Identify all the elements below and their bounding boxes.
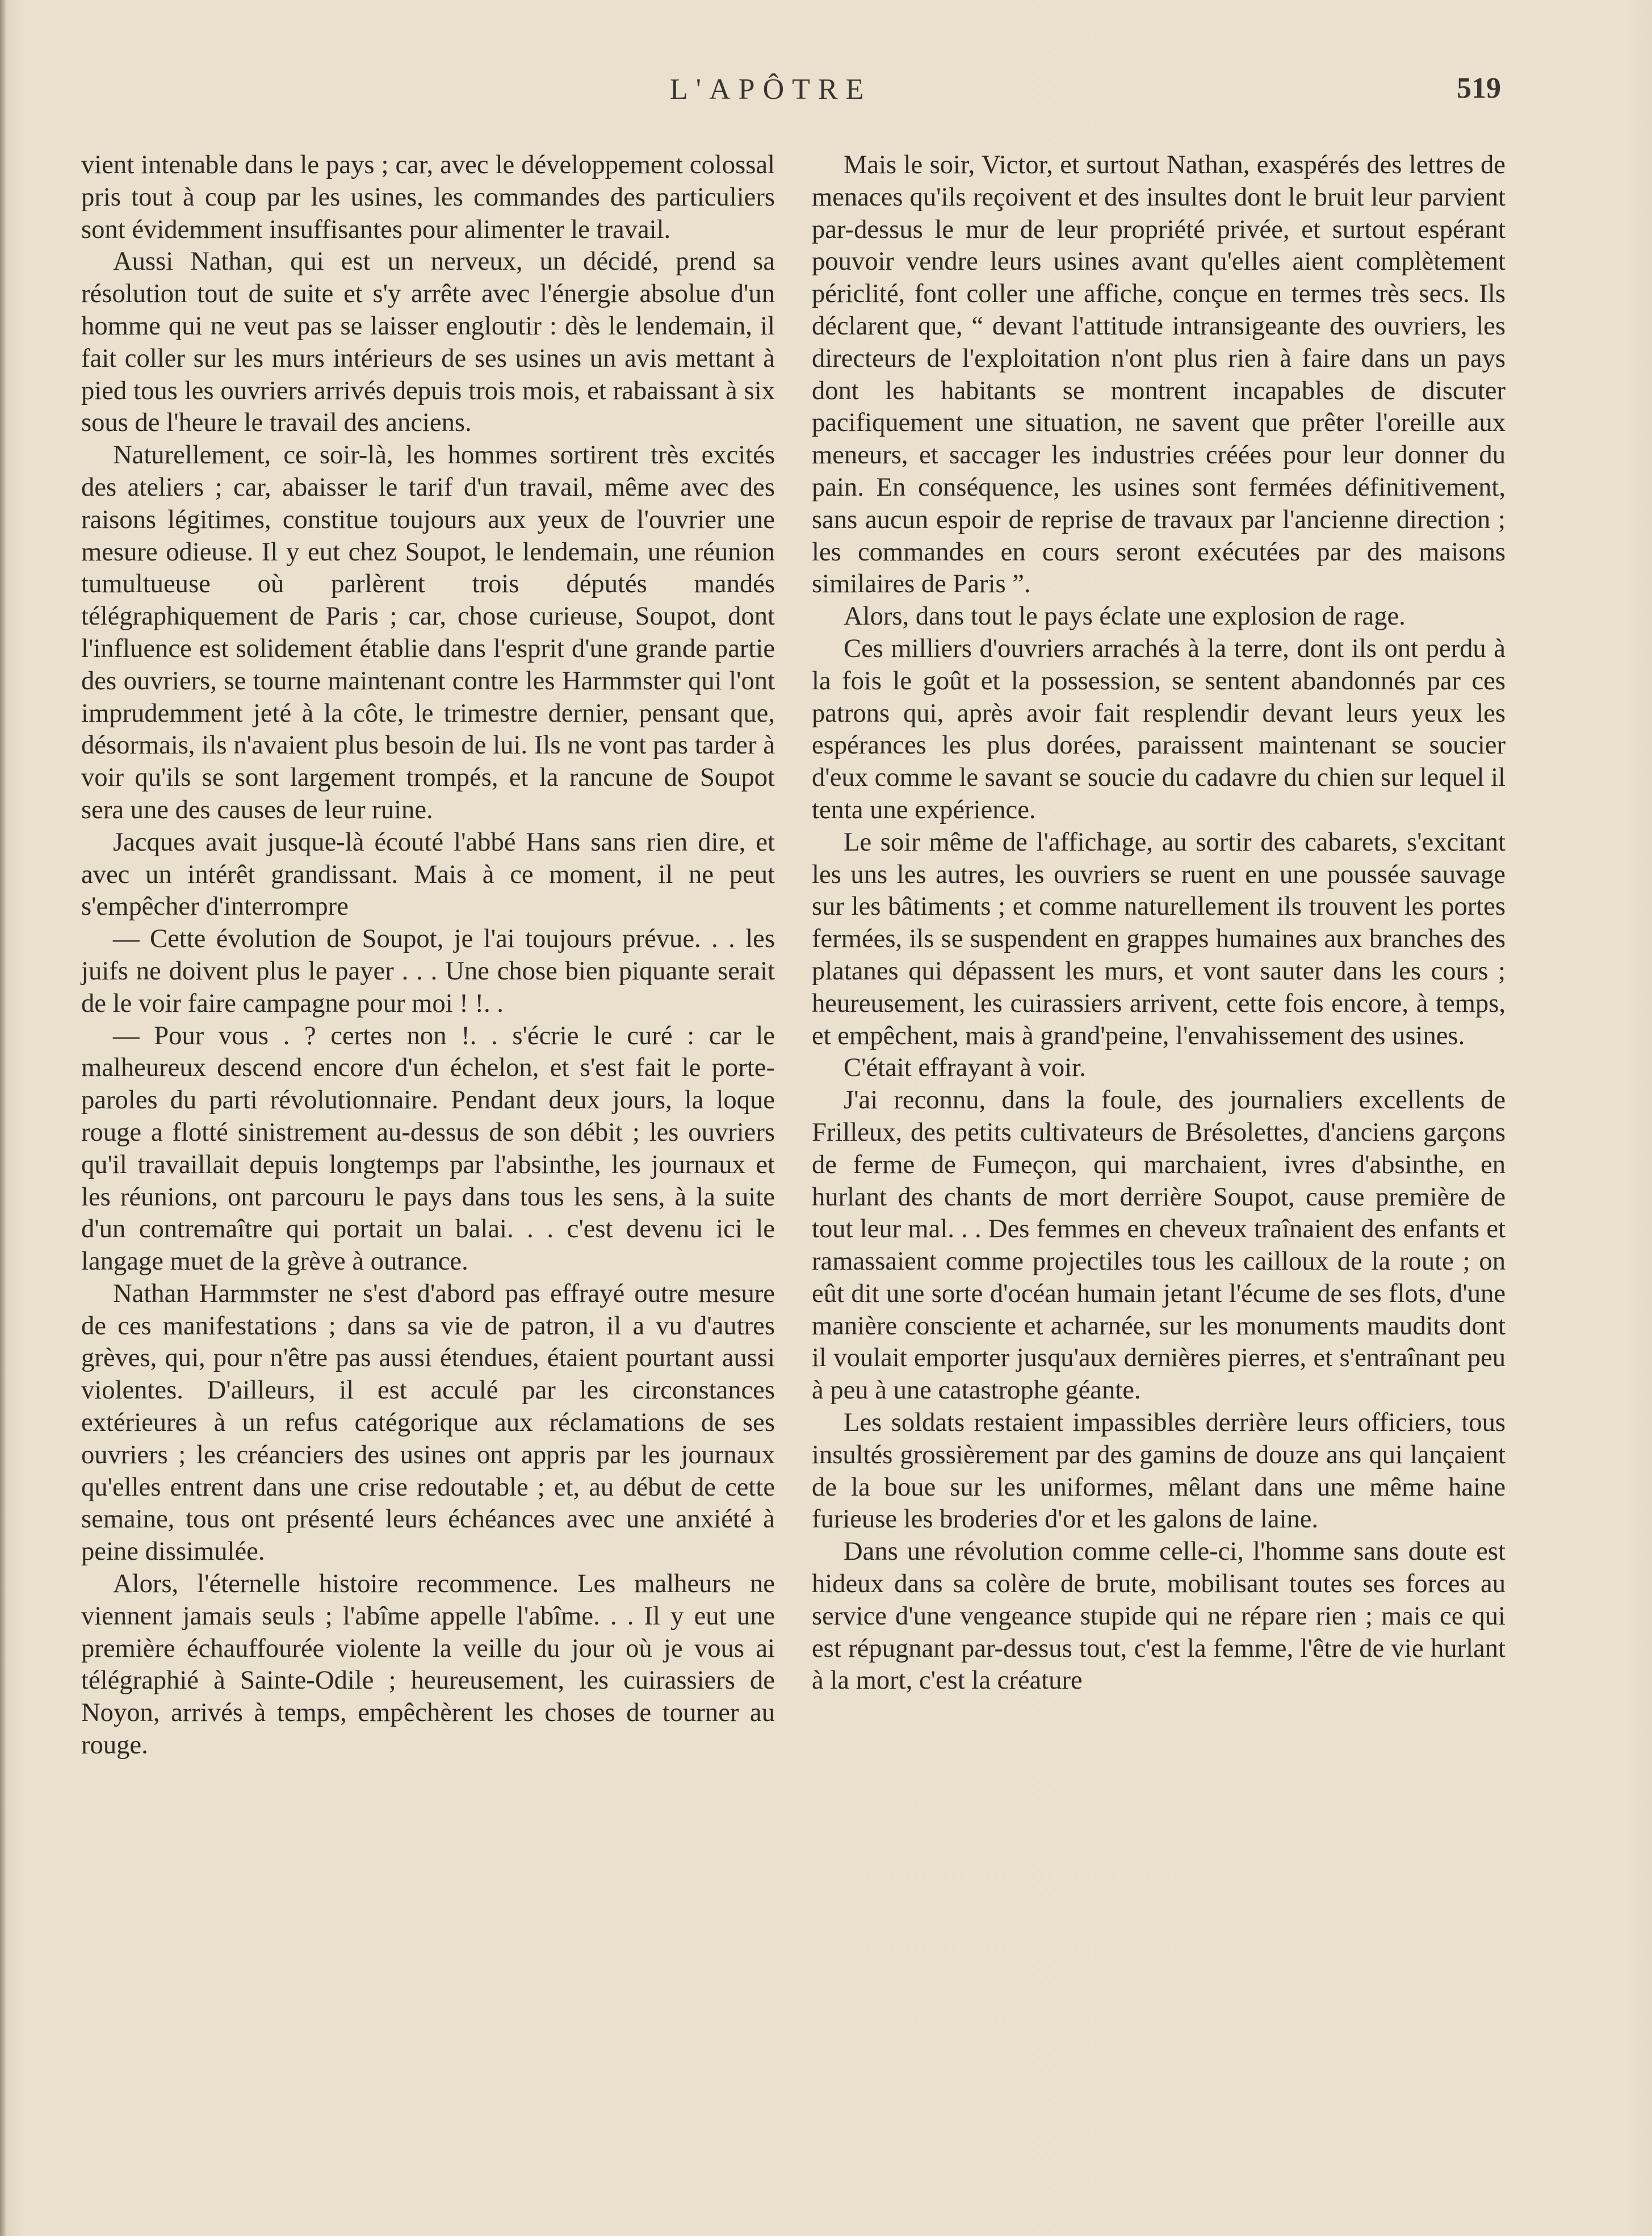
paragraph: Jacques avait jusque-là écouté l'abbé Hans sans rien dire, et avec un intérêt grandissant. Mais à ce moment, il ne peut s'empêcher d'interrompre bbox=[81, 827, 775, 922]
right-column bbox=[812, 149, 1506, 1697]
binding-edge bbox=[0, 0, 7, 2236]
paragraph: Alors, dans tout le pays éclate une explosion de rage. bbox=[844, 601, 1406, 631]
paragraph: — Pour vous . ? certes non !. . s'écrie le curé : car le malheureux descend encore d'un échelon, et s'est fait le porte-paroles du parti révolutionnaire. Pendant deux jours, la loque rouge a flotté sinistrement au-dessus de son débit ; les ouvriers qu'il travaillait depuis longtemps par l'absinthe, les journaux et les réunions, ont parcouru le pays dans tous les sens, à la suite d'un contremaître qui portait un balai. . . c'est devenu ici le langage muet de la grève à outrance. bbox=[81, 1020, 775, 1276]
paragraph: Mais le soir, Victor, et surtout Nathan, exaspérés des lettres de menaces qu'ils reçoivent et des insultes dont le bruit leur parvient par-dessus le mur de leur propriété privée, et surtout espérant pouvoir vendre leurs usines avant qu'elles aient complètement périclité, font coller une affiche, conçue en termes très secs. Ils déclarent que, “ devant l'attitude intransigeante des ouvriers, les directeurs de l'exploitation n'ont plus rien à faire dans un pays dont les habitants se montrent incapables de discuter pacifiquement une situation, ne savent que prêter l'oreille aux meneurs, et saccager les industries créées pour leur donner du pain. En conséquence, les usines sont fermées définitivement, sans aucun espoir de reprise de travaux par l'ancienne direction ; les commandes en cours seront exécutées par des maisons similaires de Paris ”. bbox=[812, 150, 1506, 599]
paragraph: Naturellement, ce soir-là, les hommes sortirent très excités des ateliers ; car, abaisser le tarif d'un travail, même avec des raisons légitimes, constitue toujours aux yeux de l'ouvrier une mesure odieuse. Il y eut chez Soupot, le lendemain, une réunion tumultueuse où parlèrent trois députés mandés télégraphiquement de Paris ; car, chose curieuse, Soupot, dont l'influence est solidement établie dans l'esprit d'une grande partie des ouvriers, se tourne maintenant contre les Harmmster qui l'ont imprudemment jeté à la côte, le trimestre dernier, pensant que, désormais, ils n'avaient plus besoin de lui. Ils ne vont pas tarder à voir qu'ils se sont largement trompés, et la rancune de Soupot sera une des causes de leur ruine. bbox=[81, 440, 775, 824]
paragraph: vient intenable dans le pays ; car, avec le développement colossal pris tout à coup par les usines, les commandes des particuliers sont évidemment insuffisantes pour alimenter le travail. bbox=[81, 150, 775, 244]
left-column bbox=[81, 149, 775, 1761]
page-number: 519 bbox=[1457, 72, 1501, 104]
paragraph: Aussi Nathan, qui est un nerveux, un décidé, prend sa résolution tout de suite et s'y arrête avec l'énergie absolue d'un homme qui ne veut pas se laisser engloutir : dès le lendemain, il fait coller sur les murs intérieurs de ses usines un avis mettant à pied tous les ouvriers arrivés depuis trois mois, et rabaissant à six sous de l'heure le travail des anciens. bbox=[81, 246, 775, 438]
paragraph: C'était effrayant à voir. bbox=[844, 1053, 1086, 1083]
paragraph: J'ai reconnu, dans la foule, des journaliers excellents de Frilleux, des petits cultivateurs de Brésolettes, d'anciens garçons de ferme de Fumeçon, qui marchaient, ivres d'absinthe, en hurlant des chants de mort derrière Soupot, cause première de tout leur mal. . . Des femmes en cheveux traînaient des enfants et ramassaient comme projectiles tous les cailloux de la route ; on eût dit une sorte d'océan humain jetant l'écume de ses flots, d'une manière consciente et acharnée, sur les monuments maudits dont il voulait emporter jusqu'aux dernières pierres, et s'entraînant peu à peu à une catastrophe géante. bbox=[812, 1085, 1506, 1405]
paragraph: Les soldats restaient impassibles derrière leurs officiers, tous insultés grossièrement par des gamins de douze ans qui lançaient de la boue sur les uniformes, mêlant dans une même haine furieuse les broderies d'or et les galons de laine. bbox=[812, 1408, 1506, 1534]
paragraph: Dans une révolution comme celle-ci, l'homme sans doute est hideux dans sa colère de brute, mobilisant toutes ses forces au service d'une vengeance stupide qui ne répare rien ; mais ce qui est répugnant par-dessus tout, c'est la femme, l'être de vie hurlant à la mort, c'est la créature bbox=[812, 1536, 1506, 1695]
paragraph: Le soir même de l'affichage, au sortir des cabarets, s'excitant les uns les autres, les ouvriers se ruent en une poussée sauvage sur les bâtiments ; et comme naturellement ils trouvent les portes fermées, ils se suspendent en grappes humaines aux branches des platanes qui dépassent les murs, et vont sauter dans les cours ; heureusement, les cuirassiers arrivent, cette fois encore, à temps, et empêchent, mais à grand'peine, l'envahissement des usines. bbox=[812, 827, 1506, 1050]
paragraph: Nathan Harmmster ne s'est d'abord pas effrayé outre mesure de ces manifestations ; dans sa vie de patron, il a vu d'autres grèves, qui, pour n'être pas aussi étendues, étaient pourtant aussi violentes. D'ailleurs, il est acculé par les circonstances extérieures à un refus catégorique aux réclamations de ses ouvriers ; les créanciers des usines ont appris par les journaux qu'elles entrent dans une crise redoutable ; et, au début de cette semaine, tous ont présenté leurs échéances avec une anxiété à peine dissimulée. bbox=[81, 1278, 775, 1567]
paragraph: Alors, l'éternelle histoire recommence. Les malheurs ne viennent jamais seuls ; l'abîme appelle l'abîme. . . Il y eut une première échauffourée violente la veille du jour où je vous ai télégraphié à Sainte-Odile ; heureusement, les cuirassiers de Noyon, arrivés à temps, empêchèrent les choses de tourner au rouge. bbox=[81, 1569, 775, 1760]
paragraph: Ces milliers d'ouvriers arrachés à la terre, dont ils ont perdu à la fois le goût et la possession, se sentent abandonnés par ces patrons qui, après avoir fait resplendir devant leurs yeux les espérances les plus dorées, paraissent maintenant se soucier d'eux comme le savant se soucie du cadavre du chien sur lequel il tenta une expérience. bbox=[812, 633, 1506, 824]
running-title: L'APÔTRE bbox=[670, 73, 872, 106]
paragraph: — Cette évolution de Soupot, je l'ai toujours prévue. . . les juifs ne doivent plus le payer . . . Une chose bien piquante serait de le voir faire campagne pour moi ! !. . bbox=[81, 924, 775, 1018]
